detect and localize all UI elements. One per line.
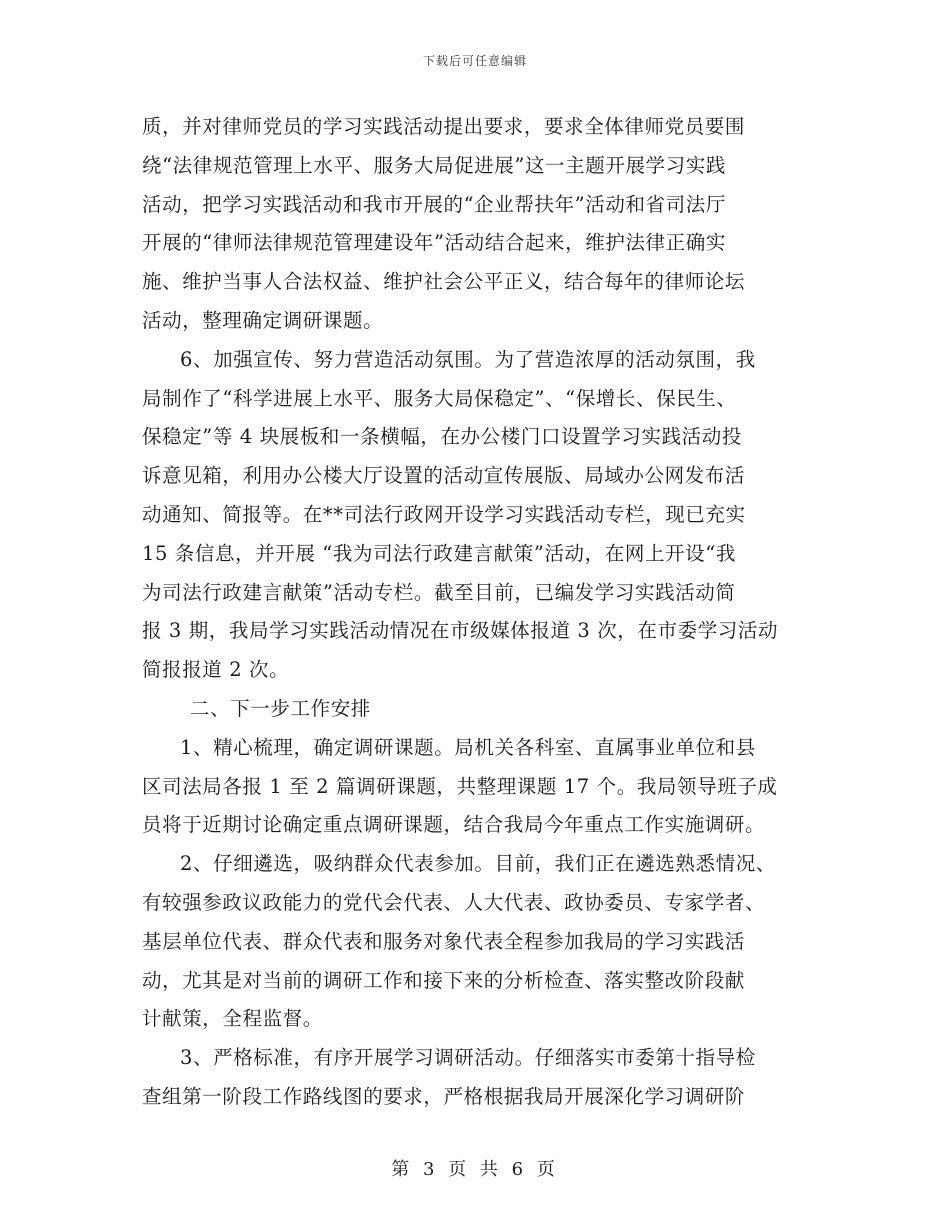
text-line: 质，并对律师党员的学习实践活动提出要求，要求全体律师党员要围 bbox=[142, 115, 746, 138]
text-line: 施、维护当事人合法权益、维护社会公平正义，结合每年的律师论坛 bbox=[142, 270, 746, 294]
page-footer: 第 3 页 共 6 页 bbox=[391, 1159, 559, 1180]
section-heading: 二、下一步工作安排 bbox=[190, 696, 371, 720]
text-line: 基层单位代表、群众代表和服务对象代表全程参加我局的学习实践活 bbox=[142, 929, 746, 953]
text-line: 活动，把学习实践活动和我市开展的“企业帮扶年”活动和省司法厅 bbox=[142, 192, 726, 216]
text-line: 15 条信息，并开展 “我为司法行政建言献策”活动，在网上开设“我 bbox=[142, 541, 736, 565]
text-line: 局制作了“科学进展上水平、服务大局保稳定”、“保增长、保民生、 bbox=[142, 386, 737, 410]
paragraph-start-line: 1、精心梳理，确定调研课题。局机关各科室、直属事业单位和县 bbox=[180, 735, 756, 759]
text-line: 动通知、简报等。在**司法行政网开设学习实践活动专栏，现已充实 bbox=[142, 502, 746, 526]
text-line: 开展的“律师法律规范管理建设年”活动结合起来，维护法律正确实 bbox=[142, 231, 726, 255]
text-line: 保稳定”等 4 块展板和一条横幅，在办公楼门口设置学习实践活动投 bbox=[142, 425, 742, 449]
text-line: 简报报道 2 次。 bbox=[142, 658, 290, 682]
text-line: 报 3 期，我局学习实践活动情况在市级媒体报道 3 次，在市委学习活动 bbox=[142, 619, 779, 643]
paragraph-start-line: 6、加强宣传、努力营造活动氛围。为了营造浓厚的活动氛围，我 bbox=[180, 347, 756, 371]
text-line: 为司法行政建言献策”活动专栏。截至目前，已编发学习实践活动简 bbox=[142, 580, 736, 604]
text-line: 有较强参政议政能力的党代会代表、人大代表、政协委员、专家学者、 bbox=[142, 890, 766, 914]
text-line: 区司法局各报 1 至 2 篇调研课题，共整理课题 17 个。我局领导班子成 bbox=[142, 774, 778, 798]
text-line: 绕“法律规范管理上水平、服务大局促进展”这一主题开展学习实践 bbox=[142, 153, 726, 177]
page-header: 下载后可任意编辑 bbox=[422, 54, 527, 68]
paragraph-start-line: 2、仔细遴选，吸纳群众代表参加。目前，我们正在遴选熟悉情况、 bbox=[180, 852, 776, 876]
paragraph-start-line: 3、严格标准，有序开展学习调研活动。仔细落实市委第十指导检 bbox=[180, 1046, 756, 1070]
document-body bbox=[142, 108, 822, 1117]
text-line: 动，尤其是对当前的调研工作和接下来的分析检查、落实整改阶段献 bbox=[142, 968, 746, 992]
text-line: 计献策，全程监督。 bbox=[142, 1007, 323, 1031]
text-line: 员将于近期讨论确定重点调研课题，结合我局今年重点工作实施调研。 bbox=[142, 813, 766, 837]
text-line: 活动，整理确定调研课题。 bbox=[142, 308, 384, 332]
text-line: 诉意见箱，利用办公楼大厅设置的活动宣传展版、局域办公网发布活 bbox=[142, 464, 746, 488]
text-line: 查组第一阶段工作路线图的要求，严格根据我局开展深化学习调研阶 bbox=[142, 1084, 746, 1108]
